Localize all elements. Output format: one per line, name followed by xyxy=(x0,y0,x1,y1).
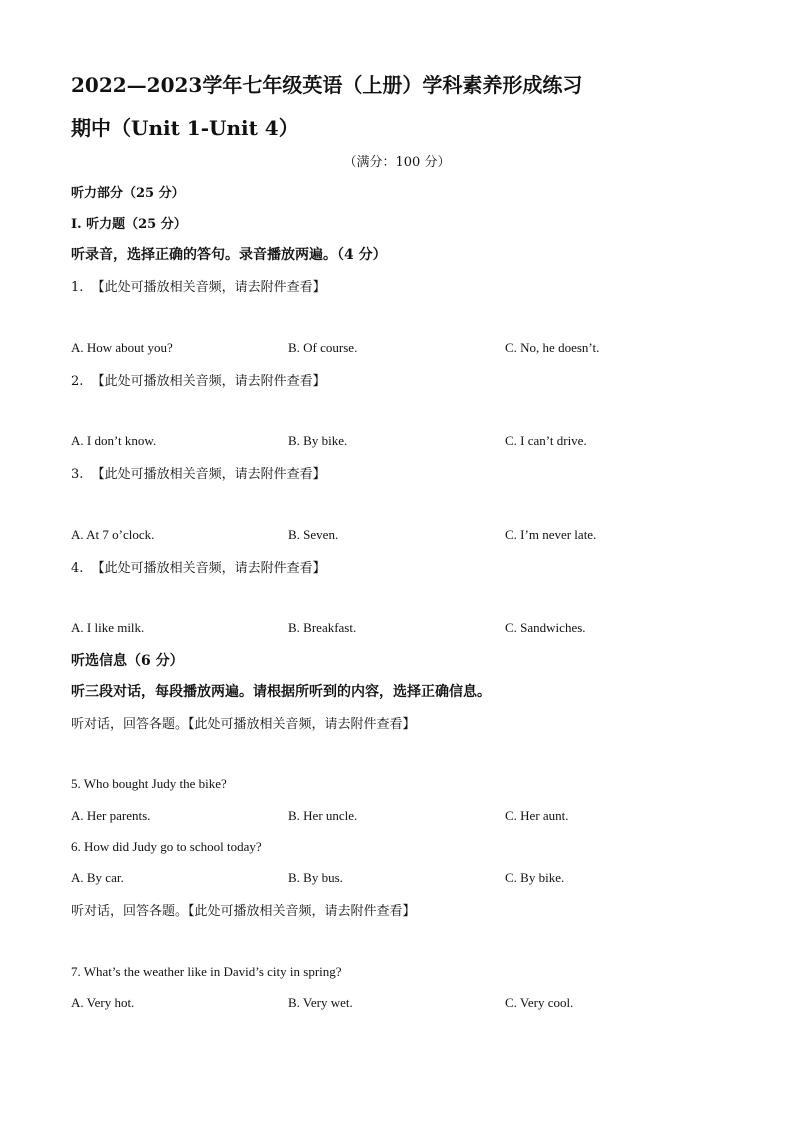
audio-prompt[interactable]: 【此处可播放相关音频，请去附件查看】 xyxy=(91,374,326,389)
option-a[interactable]: A. At 7 o’clock. xyxy=(71,527,155,542)
option-b[interactable]: B. Very wet. xyxy=(288,995,353,1010)
audio-prompt[interactable]: 【此处可播放相关音频，请去附件查看】 xyxy=(91,467,326,482)
dialog2-prompt[interactable]: 听对话，回答各题。【此处可播放相关音频，请去附件查看】 xyxy=(71,904,416,919)
option-a[interactable]: A. Her parents. xyxy=(71,808,151,823)
option-c[interactable]: C. Sandwiches. xyxy=(505,620,586,635)
audio-prompt[interactable]: 【此处可播放相关音频，请去附件查看】 xyxy=(91,280,326,295)
question-1 xyxy=(71,276,326,295)
listening-section-title: Ⅰ. 听力题（25 分） xyxy=(71,217,187,232)
option-b[interactable]: B. Seven. xyxy=(288,527,339,542)
question-4 xyxy=(71,557,326,576)
question-7: 7. What’s the weather like in David’s city in spring? xyxy=(71,964,342,979)
option-c[interactable]: C. By bike. xyxy=(505,870,565,885)
option-b[interactable]: B. Her uncle. xyxy=(288,808,358,823)
option-a[interactable]: A. I like milk. xyxy=(71,620,145,635)
option-c[interactable]: C. No, he doesn’t. xyxy=(505,340,600,355)
option-c[interactable]: C. Her aunt. xyxy=(505,808,569,823)
option-b[interactable]: B. By bus. xyxy=(288,870,343,885)
audio-prompt[interactable]: 【此处可播放相关音频，请去附件查看】 xyxy=(91,561,326,576)
option-a[interactable]: A. Very hot. xyxy=(71,995,135,1010)
question-3 xyxy=(71,463,326,482)
question-5: 5. Who bought Judy the bike? xyxy=(71,776,227,791)
option-a[interactable]: A. By car. xyxy=(71,870,124,885)
option-b[interactable]: B. By bike. xyxy=(288,433,348,448)
dialog1-prompt[interactable]: 听对话，回答各题。【此处可播放相关音频，请去附件查看】 xyxy=(71,717,416,732)
option-c[interactable]: C. I’m never late. xyxy=(505,527,597,542)
listening-part-label: 听力部分（25 分） xyxy=(71,186,185,201)
page-title-line1: 2022—2023学年七年级英语（上册）学科素养形成练习 xyxy=(71,73,583,97)
part1-instruction: 听录音，选择正确的答句。录音播放两遍。（4 分） xyxy=(71,247,387,263)
question-6: 6. How did Judy go to school today? xyxy=(71,839,262,854)
option-a[interactable]: A. How about you? xyxy=(71,340,173,355)
option-c[interactable]: C. I can’t drive. xyxy=(505,433,587,448)
score-note: （满分：100 分） xyxy=(343,155,451,170)
question-number: 3. xyxy=(71,467,84,482)
option-a[interactable]: A. I don’t know. xyxy=(71,433,157,448)
question-number: 1. xyxy=(71,280,84,295)
question-number: 2. xyxy=(71,374,84,389)
part2-instruction: 听三段对话，每段播放两遍。请根据所听到的内容，选择正确信息。 xyxy=(71,684,491,700)
option-c[interactable]: C. Very cool. xyxy=(505,995,574,1010)
part2-title: 听选信息（6 分） xyxy=(71,653,184,669)
question-number: 4. xyxy=(71,561,84,576)
option-b[interactable]: B. Of course. xyxy=(288,340,358,355)
page-title-line2: 期中（Unit 1-Unit 4） xyxy=(71,116,299,140)
question-2 xyxy=(71,370,326,389)
option-b[interactable]: B. Breakfast. xyxy=(288,620,357,635)
